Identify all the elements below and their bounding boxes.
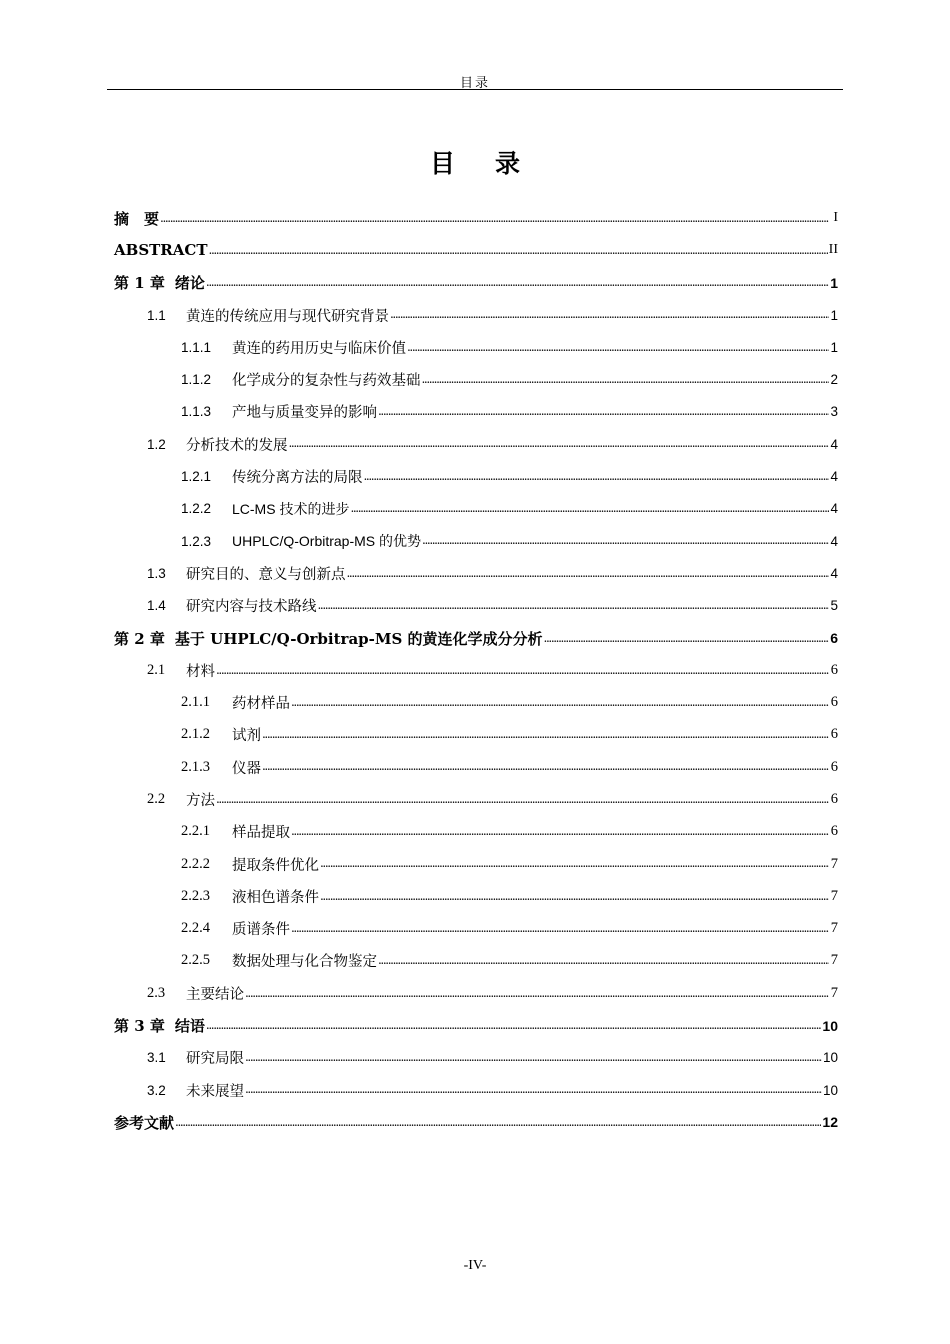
toc-entry-2-1[interactable] xyxy=(114,654,838,686)
toc-entry-page: 6 xyxy=(830,790,838,807)
toc-entry-page: 4 xyxy=(830,501,838,517)
toc-entry-title: 产地与质量变异的影响 xyxy=(232,405,377,422)
toc-entry-1-2-2[interactable] xyxy=(114,493,838,525)
toc-entry-page: 6 xyxy=(830,630,838,646)
dot-leader xyxy=(422,534,829,549)
toc-entry-number: 2.2.3 xyxy=(181,887,210,904)
toc-entry-chapter-3[interactable] xyxy=(114,1009,838,1041)
toc-entry-title: ABSTRACT xyxy=(114,241,208,260)
dot-leader xyxy=(160,211,829,226)
dot-leader xyxy=(347,566,830,581)
toc-entry-number: 2.1.3 xyxy=(181,758,210,775)
toc-entry-page: 3 xyxy=(830,404,838,420)
toc-entry-title: 方法 xyxy=(186,792,215,809)
toc-entry-3-2[interactable] xyxy=(114,1074,838,1106)
dot-leader xyxy=(390,308,829,323)
toc-entry-number: 2.1.2 xyxy=(181,726,210,743)
running-header: 目录 xyxy=(459,76,490,91)
toc-entry-title: 基于 UHPLC/Q-Orbitrap-MS 的黄连化学成分分析 xyxy=(174,629,543,648)
dot-leader xyxy=(407,340,829,355)
toc-entry-number: 2.2.2 xyxy=(181,855,210,872)
toc-entry-page: II xyxy=(828,242,838,258)
header-rule xyxy=(107,89,843,90)
toc-entry-number: 2.2.1 xyxy=(181,823,210,840)
toc-entry-2-2-5[interactable] xyxy=(114,945,838,977)
toc-entry-title: 研究目的、意义与创新点 xyxy=(186,566,346,583)
toc-entry-1-4[interactable] xyxy=(114,590,838,622)
toc-entry-page: 10 xyxy=(822,1050,838,1066)
dot-leader xyxy=(291,825,829,840)
toc-entry-references[interactable] xyxy=(114,1106,838,1138)
toc-entry-title: 参考文献 xyxy=(114,1113,175,1132)
toc-entry-page: 7 xyxy=(830,952,838,969)
dot-leader xyxy=(289,437,830,452)
toc-entry-page: 7 xyxy=(830,887,838,904)
toc-entry-title: 液相色谱条件 xyxy=(232,889,319,906)
dot-leader xyxy=(364,469,830,484)
toc-entry-page: 4 xyxy=(830,565,838,581)
toc-entry-page: 12 xyxy=(822,1114,838,1131)
toc-entry-page: 1 xyxy=(830,274,838,291)
toc-entry-page: I xyxy=(833,210,838,226)
toc-entry-page: 7 xyxy=(830,984,838,1001)
toc-entry-page: 10 xyxy=(822,1082,838,1098)
toc-entry-title: 未来展望 xyxy=(186,1083,244,1100)
toc-entry-title: 仪器 xyxy=(232,760,261,777)
toc-entry-title: 研究内容与技术路线 xyxy=(186,599,317,616)
toc-entry-1-1-1[interactable] xyxy=(114,331,838,363)
dot-leader xyxy=(245,986,829,1001)
toc-entry-number: 1.1.3 xyxy=(181,404,212,420)
toc-entry-number: 1.4 xyxy=(147,598,166,614)
dot-leader xyxy=(320,889,829,904)
toc-entry-number: 2.2.4 xyxy=(181,920,210,937)
toc-entry-number: 第 3 章 xyxy=(114,1017,165,1036)
toc-entry-title: LC-MS 技术的进步 xyxy=(232,500,350,517)
toc-entry-page: 5 xyxy=(830,598,838,614)
toc-entry-number: 1.2.2 xyxy=(181,501,212,517)
toc-entry-chapter-1[interactable] xyxy=(114,267,838,299)
toc-entry-number: 2.2.5 xyxy=(181,952,210,969)
dot-leader xyxy=(216,792,829,807)
toc-entry-2-1-3[interactable] xyxy=(114,751,838,783)
toc-entry-title: 提取条件优化 xyxy=(232,857,319,874)
toc-entry-1-2-1[interactable] xyxy=(114,460,838,492)
toc-entry-page: 1 xyxy=(830,307,838,323)
toc-entry-number: 1.2.3 xyxy=(181,533,212,549)
toc-entry-2-3[interactable] xyxy=(114,977,838,1009)
toc-entry-1-1[interactable] xyxy=(114,299,838,331)
toc-entry-page: 7 xyxy=(830,855,838,872)
toc-entry-2-1-1[interactable] xyxy=(114,686,838,718)
toc-entry-title: 传统分离方法的局限 xyxy=(232,470,363,487)
dot-leader xyxy=(378,405,829,420)
table-of-contents xyxy=(114,202,838,1139)
toc-entry-page: 6 xyxy=(830,726,838,743)
toc-entry-1-2[interactable] xyxy=(114,428,838,460)
dot-leader xyxy=(291,921,829,936)
toc-entry-abstract-cn[interactable] xyxy=(114,202,838,234)
dot-leader xyxy=(318,598,830,613)
toc-entry-number: 第 2 章 xyxy=(114,629,165,648)
toc-entry-page: 6 xyxy=(830,661,838,678)
dot-leader xyxy=(216,663,829,678)
toc-entry-page: 4 xyxy=(830,436,838,452)
dot-leader xyxy=(209,243,828,258)
toc-entry-number: 1.1.2 xyxy=(181,372,212,388)
page-number-footer: -IV- xyxy=(463,1258,487,1273)
toc-entry-1-1-3[interactable] xyxy=(114,396,838,428)
toc-entry-title: 试剂 xyxy=(232,728,261,745)
toc-entry-title: UHPLC/Q-Orbitrap-MS 的优势 xyxy=(232,533,422,550)
dot-leader xyxy=(422,372,830,387)
toc-entry-2-1-2[interactable] xyxy=(114,719,838,751)
toc-entry-page: 10 xyxy=(822,1017,838,1034)
toc-entry-number: 2.2 xyxy=(147,790,166,807)
toc-entry-2-2[interactable] xyxy=(114,783,838,815)
dot-leader xyxy=(320,857,829,872)
dot-leader xyxy=(291,695,829,710)
toc-entry-page: 6 xyxy=(830,823,838,840)
toc-entry-number: 3.1 xyxy=(147,1050,166,1066)
dot-leader xyxy=(206,275,829,290)
toc-entry-title: 结语 xyxy=(174,1017,205,1036)
toc-entry-page: 6 xyxy=(830,694,838,711)
dot-leader xyxy=(544,631,829,646)
dot-leader xyxy=(245,1083,822,1098)
toc-entry-3-1[interactable] xyxy=(114,1042,838,1074)
toc-entry-title: 分析技术的发展 xyxy=(186,437,288,454)
toc-entry-title: 材料 xyxy=(186,663,215,680)
toc-entry-2-2-3[interactable] xyxy=(114,880,838,912)
toc-entry-number: 2.1.1 xyxy=(181,694,210,711)
toc-entry-title: 绪论 xyxy=(174,274,205,293)
toc-entry-number: 3.2 xyxy=(147,1082,166,1098)
dot-leader xyxy=(206,1018,822,1033)
toc-entry-page: 1 xyxy=(830,339,838,355)
dot-leader xyxy=(378,954,829,969)
dot-leader xyxy=(175,1115,821,1130)
dot-leader xyxy=(350,502,829,517)
toc-entry-title: 研究局限 xyxy=(186,1051,244,1068)
toc-entry-number: 2.3 xyxy=(147,984,166,1001)
toc-entry-page: 2 xyxy=(830,372,838,388)
toc-entry-title: 化学成分的复杂性与药效基础 xyxy=(232,373,421,390)
dot-leader xyxy=(262,760,829,775)
toc-entry-2-2-4[interactable] xyxy=(114,913,838,945)
toc-entry-title: 摘 要 xyxy=(114,209,160,228)
toc-entry-chapter-2[interactable] xyxy=(114,622,838,654)
toc-entry-2-2-2[interactable] xyxy=(114,848,838,880)
toc-entry-title: 主要结论 xyxy=(186,986,244,1003)
toc-entry-page: 6 xyxy=(830,758,838,775)
dot-leader xyxy=(262,728,829,743)
toc-entry-1-1-2[interactable] xyxy=(114,363,838,395)
toc-entry-page: 4 xyxy=(830,469,838,485)
toc-entry-title: 黄连的传统应用与现代研究背景 xyxy=(186,308,389,325)
toc-entry-title: 药材样品 xyxy=(232,696,290,713)
toc-entry-1-2-3[interactable] xyxy=(114,525,838,557)
toc-entry-title: 数据处理与化合物鉴定 xyxy=(232,954,377,971)
toc-entry-title: 质谱条件 xyxy=(232,922,290,939)
toc-title: 目录 xyxy=(429,149,560,178)
toc-entry-1-3[interactable] xyxy=(114,557,838,589)
toc-entry-number: 1.1.1 xyxy=(181,339,212,355)
toc-entry-abstract-en[interactable] xyxy=(114,234,838,266)
toc-entry-page: 7 xyxy=(830,920,838,937)
dot-leader xyxy=(245,1051,822,1066)
toc-entry-number: 1.2 xyxy=(147,436,166,452)
toc-entry-number: 1.2.1 xyxy=(181,469,212,485)
toc-entry-title: 样品提取 xyxy=(232,825,290,842)
toc-entry-number: 1.3 xyxy=(147,565,166,581)
toc-entry-page: 4 xyxy=(830,533,838,549)
toc-entry-number: 第 1 章 xyxy=(114,274,165,293)
toc-entry-number: 2.1 xyxy=(147,661,166,678)
toc-entry-2-2-1[interactable] xyxy=(114,816,838,848)
toc-entry-title: 黄连的药用历史与临床价值 xyxy=(232,340,406,357)
toc-entry-number: 1.1 xyxy=(147,307,166,323)
